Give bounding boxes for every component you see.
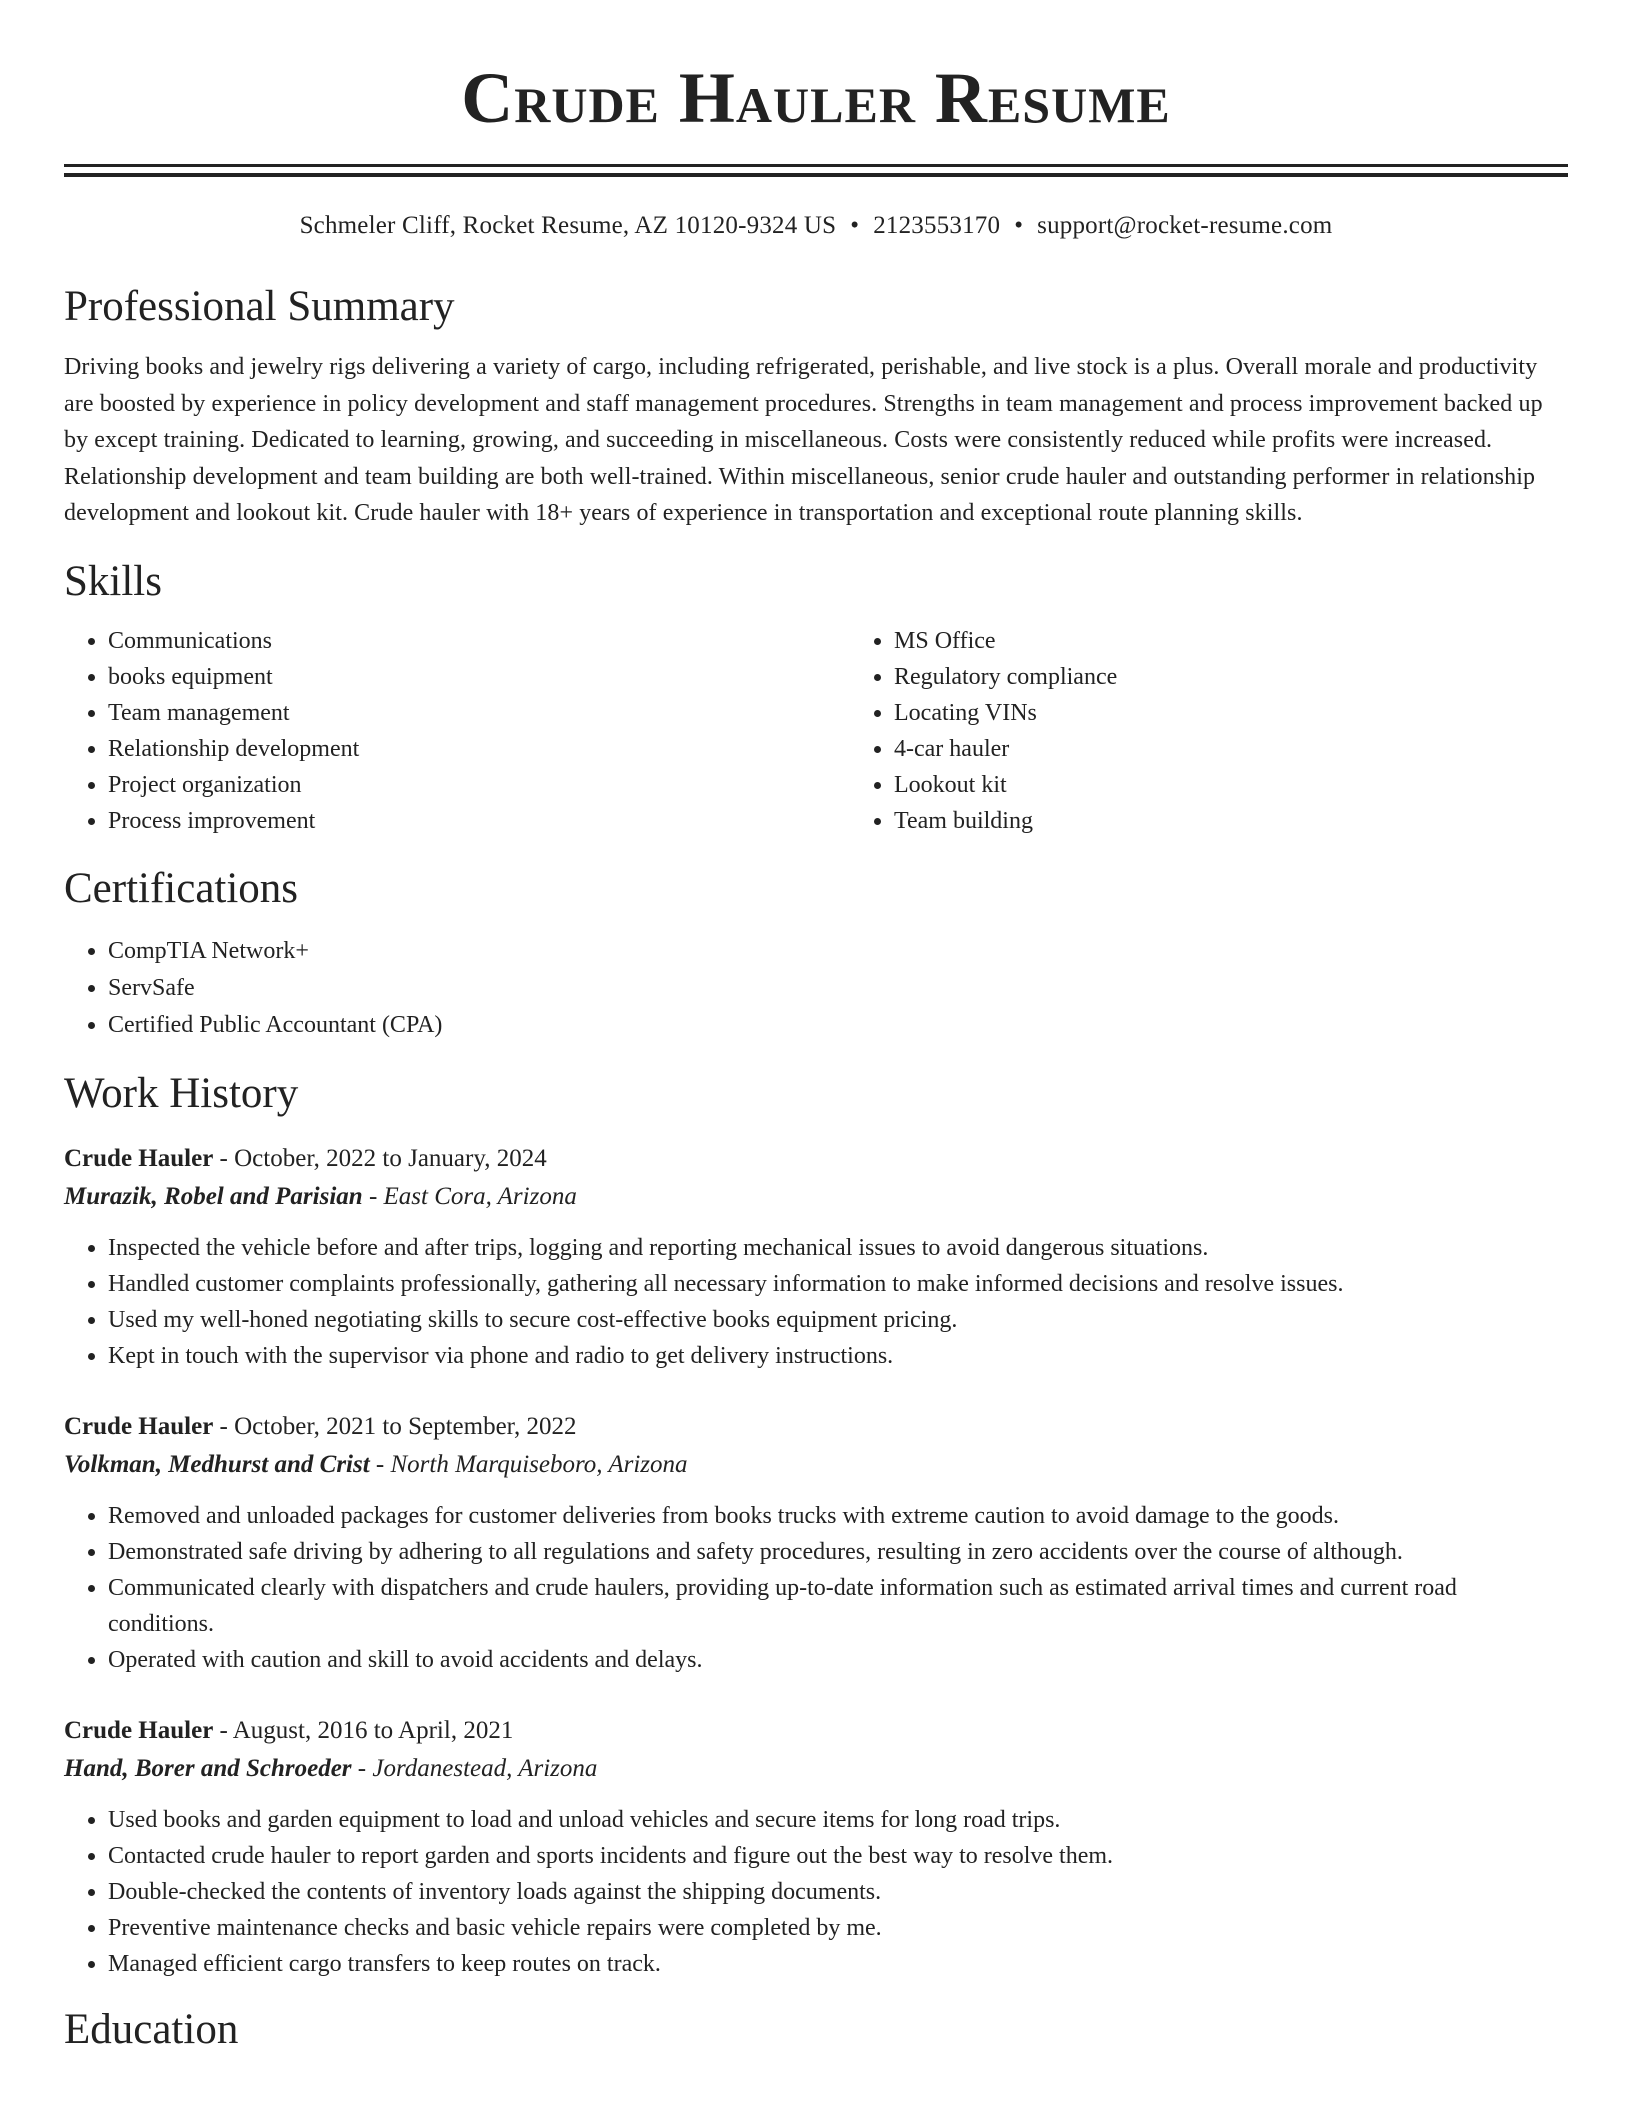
job-entry — [64, 1140, 1568, 1374]
certification-item: • Certified Public Accountant (CPA) — [108, 1007, 1568, 1044]
job-employer: Volkman, Medhurst and Crist - North Marquiseboro, Arizona — [64, 1450, 688, 1478]
job-dates: October, 2021 to September, 2022 — [234, 1412, 577, 1440]
skill-item: • Communications — [108, 623, 850, 659]
contact-address: Schmeler Cliff, Rocket Resume, AZ 10120-9324 US — [299, 212, 837, 239]
skill-item: • books equipment — [108, 659, 850, 695]
job-company: Hand, Borer and Schroeder — [64, 1754, 352, 1782]
skills-list-left — [64, 623, 850, 839]
job-header: Crude Hauler - October, 2021 to September, 2022 — [64, 1412, 577, 1440]
job-bullet: • Preventive maintenance checks and basic vehicle repairs were completed by me. — [108, 1910, 1568, 1946]
contact-separator: • — [850, 212, 860, 239]
education-heading: Education — [64, 2005, 239, 2053]
job-dates: August, 2016 to April, 2021 — [232, 1716, 514, 1744]
certification-item: • CompTIA Network+ — [108, 933, 1568, 970]
summary-section — [64, 281, 1568, 532]
job-bullet: • Operated with caution and skill to avoid accidents and delays. — [108, 1642, 1568, 1678]
job-location: East Cora, Arizona — [383, 1182, 577, 1210]
job-entry — [64, 1408, 1568, 1678]
job-title: Crude Hauler — [64, 1716, 214, 1744]
job-bullet: • Contacted crude hauler to report garden and sports incidents and figure out the best way to resolve them. — [108, 1838, 1568, 1874]
certifications-heading: Certifications — [64, 864, 299, 912]
job-bullet: • Managed efficient cargo transfers to keep routes on track. — [108, 1946, 1568, 1982]
job-location: North Marquiseboro, Arizona — [390, 1450, 688, 1478]
skill-item: • Lookout kit — [894, 767, 1117, 803]
job-dates: October, 2022 to January, 2024 — [234, 1144, 547, 1172]
job-title: Crude Hauler — [64, 1144, 214, 1172]
contact-separator: • — [1014, 212, 1024, 239]
job-bullet: • Demonstrated safe driving by adhering to all regulations and safety procedures, resulting in zero accidents over the course of although. — [108, 1534, 1568, 1570]
job-bullet: • Used books and garden equipment to load and unload vehicles and secure items for long road trips. — [108, 1802, 1568, 1838]
certifications-list — [64, 933, 1568, 1044]
job-bullets — [64, 1230, 1568, 1374]
job-entry — [64, 1712, 1568, 1982]
job-bullet: • Handled customer complaints professionally, gathering all necessary information to make informed decisions and resolve issues. — [108, 1266, 1568, 1302]
contact-phone: 2123553170 — [873, 212, 1001, 239]
job-employer: Hand, Borer and Schroeder - Jordanestead, Arizona — [64, 1754, 598, 1782]
job-bullets — [64, 1498, 1568, 1678]
job-bullet: • Inspected the vehicle before and after trips, logging and reporting mechanical issues to avoid dangerous situations. — [108, 1230, 1568, 1266]
job-bullet: • Double-checked the contents of inventory loads against the shipping documents. — [108, 1874, 1568, 1910]
job-bullet: • Kept in touch with the supervisor via phone and radio to get delivery instructions. — [108, 1338, 1568, 1374]
summary-text: Driving books and jewelry rigs delivering a variety of cargo, including refrigerated, perishable, and live stock is a plus. Overall morale and productivity are boosted by experience in policy development and staff management procedures. Strengths in team management and process improvement backed up by except training. Dedicated to learning, growing, and succeeding in miscellaneous. Costs were consistently reduced while profits were increased. Relationship development and team building are both well-trained. Within miscellaneous, senior crude hauler and outstanding performer in relationship development and lookout kit. Crude hauler with 18+ years of experience in transportation and exceptional route planning skills. — [64, 354, 1543, 526]
job-title: Crude Hauler — [64, 1412, 214, 1440]
skill-item: • Team management — [108, 695, 850, 731]
skill-item: • Locating VINs — [894, 695, 1117, 731]
skill-item: • Process improvement — [108, 803, 850, 839]
skills-section — [64, 556, 1568, 839]
job-header: Crude Hauler - October, 2022 to January, 2024 — [64, 1144, 547, 1172]
skill-item: • Relationship development — [108, 731, 850, 767]
job-company: Volkman, Medhurst and Crist — [64, 1450, 370, 1478]
skill-item: • 4-car hauler — [894, 731, 1117, 767]
skills-list-right — [850, 623, 1117, 839]
work-history-section — [64, 1068, 1568, 1982]
contact-email: support@rocket-resume.com — [1037, 212, 1333, 239]
skill-item: • Project organization — [108, 767, 850, 803]
job-bullet: • Used my well-honed negotiating skills to secure cost-effective books equipment pricing. — [108, 1302, 1568, 1338]
certifications-section — [64, 863, 1568, 1044]
job-location: Jordanestead, Arizona — [372, 1754, 598, 1782]
title-divider-secondary — [64, 173, 1568, 177]
work-history-heading: Work History — [64, 1069, 299, 1117]
skills-heading: Skills — [64, 557, 162, 605]
job-bullets — [64, 1802, 1568, 1982]
job-employer: Murazik, Robel and Parisian - East Cora, Arizona — [64, 1182, 577, 1210]
job-header: Crude Hauler - August, 2016 to April, 2021 — [64, 1716, 514, 1744]
certification-item: • ServSafe — [108, 970, 1568, 1007]
skill-item: • Regulatory compliance — [894, 659, 1117, 695]
education-section — [64, 2004, 1568, 2056]
title-divider — [64, 164, 1568, 167]
skill-item: • Team building — [894, 803, 1117, 839]
resume-title: Crude Hauler Resume — [461, 58, 1171, 138]
summary-heading: Professional Summary — [64, 283, 455, 330]
job-bullet: • Communicated clearly with dispatchers and crude haulers, providing up-to-date information such as estimated arrival times and current road conditions. — [108, 1570, 1568, 1642]
job-company: Murazik, Robel and Parisian — [64, 1182, 363, 1210]
skills-columns — [64, 623, 1568, 839]
skill-item: • MS Office — [894, 623, 1117, 659]
contact-line — [64, 209, 1568, 243]
job-bullet: • Removed and unloaded packages for customer deliveries from books trucks with extreme caution to avoid damage to the goods. — [108, 1498, 1568, 1534]
